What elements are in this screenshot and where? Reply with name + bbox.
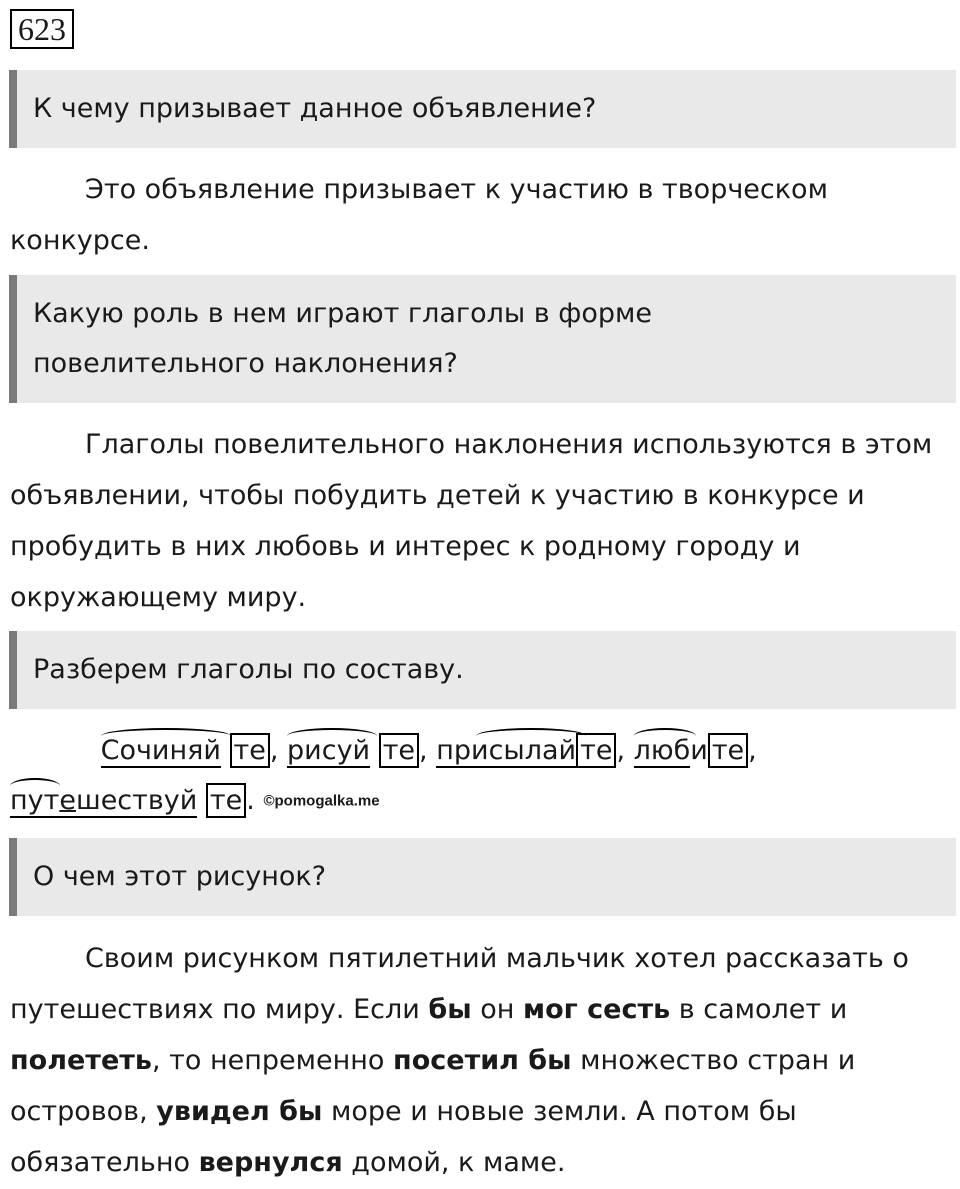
connecting-vowel: е: [59, 785, 76, 816]
answer-4-text: , то непременно: [151, 1045, 394, 1076]
word-puteshestvuyte: [10, 776, 197, 826]
word-lyubite: [634, 726, 691, 776]
word-stem: Сочиняй: [100, 735, 221, 766]
answer-4-text: в самолет и: [670, 994, 848, 1025]
word-part: шествуй: [75, 785, 198, 816]
answer-4-text: он: [471, 994, 523, 1025]
answer-2-text: Глаголы повелительного наклонения используются в этом объявлении, чтобы побудить детей к участию в конкурсе и пробудить в них любовь и интерес к родному городу и окружающему миру.: [10, 429, 933, 613]
ending-box: те: [230, 733, 270, 768]
answer-4: [10, 933, 955, 1188]
highlight-verb: бы: [428, 994, 472, 1025]
answer-1-text: Это объявление призывает к участию в творческом конкурсе.: [10, 174, 828, 256]
root-arc: [634, 728, 696, 744]
word-prisylayte: [436, 726, 576, 776]
comma: ,: [748, 735, 757, 766]
question-4: О чем этот рисунок?: [9, 838, 956, 916]
question-2: [9, 275, 956, 403]
task-number: 623: [10, 9, 74, 49]
root-arc: [10, 778, 60, 794]
word-stem: люб: [633, 735, 691, 766]
watermark: ©pomogalka.me: [263, 792, 380, 810]
highlight-verb: вернулся: [198, 1147, 343, 1178]
period: .: [246, 785, 255, 816]
root-arc: [101, 728, 231, 744]
ending-box: те: [206, 783, 246, 818]
highlight-verb: мог сесть: [523, 994, 671, 1025]
answer-4-text: множество стран и островов,: [10, 1045, 856, 1127]
answer-2: [10, 419, 955, 623]
answer-4-text: Своим рисунком пятилетний мальчик хотел рассказать о путешествиях по миру. Если: [10, 943, 909, 1025]
morpheme-analysis: [10, 726, 955, 827]
comma: ,: [419, 735, 428, 766]
word-stem: присылай: [436, 735, 577, 766]
comma: ,: [616, 735, 626, 766]
question-3: Разберем глаголы по составу.: [9, 631, 956, 709]
ending-box: те: [379, 733, 419, 768]
root-arc: [476, 728, 586, 744]
suffix: и: [690, 735, 708, 766]
ending-box: те: [708, 733, 748, 768]
word-part: пут: [10, 785, 60, 816]
comma: ,: [269, 735, 279, 766]
word-risuyte: [287, 726, 370, 776]
highlight-verb: увидел бы: [156, 1096, 323, 1127]
ending-box: те: [576, 733, 616, 768]
answer-4-text: домой, к маме.: [342, 1147, 566, 1178]
answer-1: [10, 164, 955, 266]
question-1: К чему призывает данное объявление?: [9, 70, 956, 148]
highlight-verb: посетил бы: [393, 1045, 572, 1076]
question-2-line-1: Какую роль в нем играют глаголы в форме: [33, 298, 652, 329]
word-sochinyayte: [101, 726, 221, 776]
root-arc: [287, 728, 377, 744]
answer-4-text: море и новые земли. А потом бы обязательно: [10, 1096, 797, 1178]
highlight-verb: полететь: [10, 1045, 152, 1076]
word-stem: рисуй: [287, 735, 371, 766]
question-2-line-2: повелительного наклонения?: [33, 348, 458, 379]
